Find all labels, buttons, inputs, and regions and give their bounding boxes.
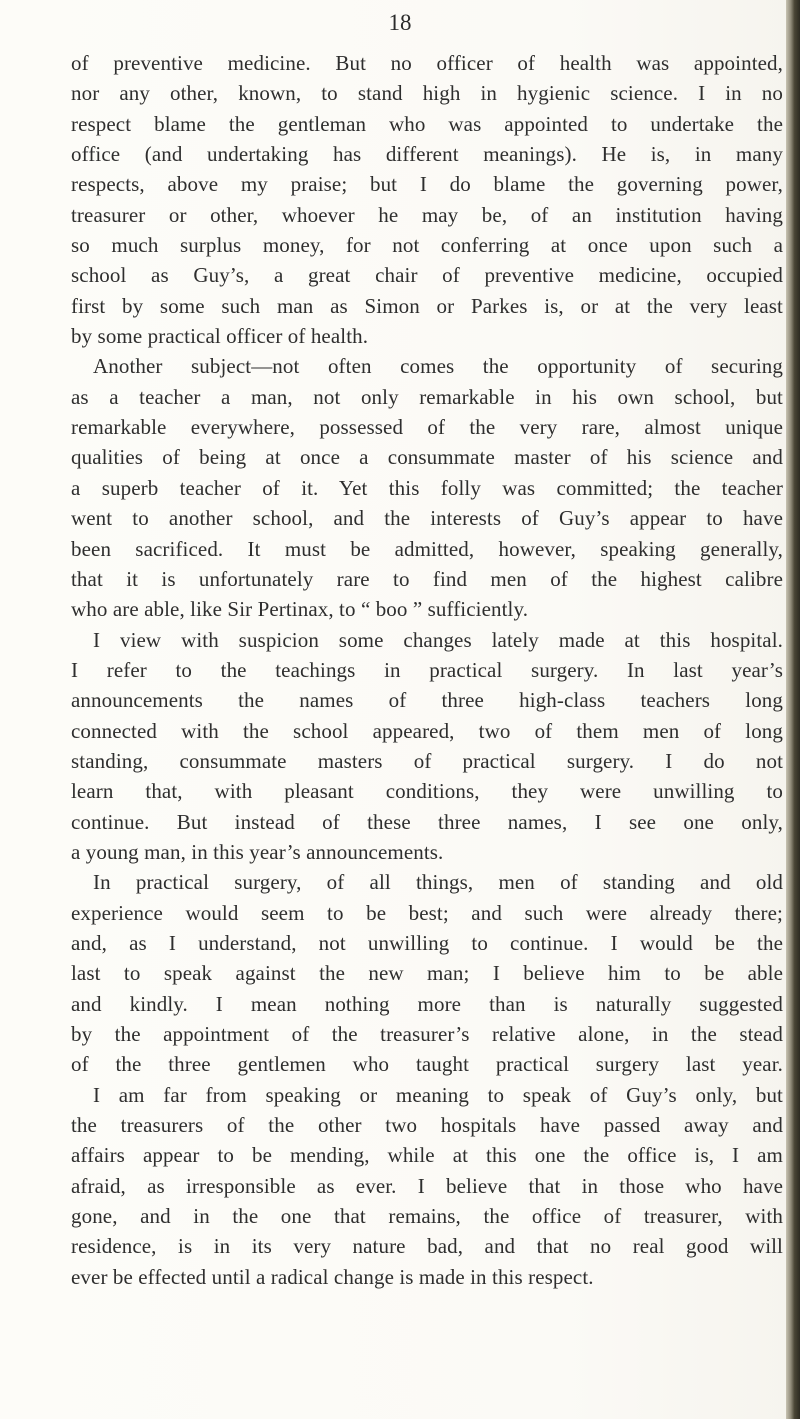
body-text: [71, 48, 783, 1292]
text-line: affairs appear to be mending, while at this one the office is, I am: [71, 1143, 783, 1168]
text-line: qualities of being at once a consummate master of his science and: [71, 445, 783, 470]
text-line: I view with suspicion some changes lately made at this hospital.: [93, 627, 783, 652]
text-line: Another subject—not often comes the opportunity of securing: [93, 354, 783, 379]
text-line: experience would seem to be best; and such were already there;: [71, 900, 783, 925]
text-line: nor any other, known, to stand high in hygienic science. I in no: [71, 81, 783, 106]
text-line: of preventive medicine. But no officer of health was appointed,: [71, 51, 783, 75]
text-line: office (and undertaking has different meanings). He is, in many: [71, 142, 783, 167]
text-line: gone, and in the one that remains, the office of treasurer, with: [71, 1204, 783, 1229]
text-line: and, as I understand, not unwilling to continue. I would be the: [71, 930, 783, 955]
text-line: ever be effected until a radical change is made in this respect.: [71, 1264, 594, 1289]
text-line: remarkable everywhere, possessed of the very rare, almost unique: [71, 415, 783, 440]
text-line: the treasurers of the other two hospitals have passed away and: [71, 1113, 783, 1138]
text-line: respects, above my praise; but I do blame the governing power,: [71, 172, 783, 197]
text-line: treasurer or other, whoever he may be, of an institution having: [71, 202, 783, 227]
text-line: afraid, as irresponsible as ever. I believe that in those who have: [71, 1173, 783, 1198]
text-line: I refer to the teachings in practical surgery. In last year’s: [71, 657, 783, 682]
text-line: first by some such man as Simon or Parkes is, or at the very least: [71, 293, 783, 318]
text-line: so much surplus money, for not conferring at once upon such a: [71, 233, 783, 258]
text-line: that it is unfortunately rare to find men of the highest calibre: [71, 566, 783, 591]
text-line: and kindly. I mean nothing more than is naturally suggested: [71, 991, 783, 1016]
text-line: residence, is in its very nature bad, and that no real good will: [71, 1234, 783, 1259]
text-line: a young man, in this year’s announcements.: [71, 839, 444, 864]
text-line: announcements the names of three high-class teachers long: [71, 688, 783, 713]
text-line: by some practical officer of health.: [71, 324, 369, 349]
text-line: a superb teacher of it. Yet this folly was committed; the teacher: [71, 475, 783, 500]
text-line: by the appointment of the treasurer’s relative alone, in the stead: [71, 1022, 783, 1046]
text-line: went to another school, and the interests of Guy’s appear to have: [71, 506, 783, 531]
text-line: who are able, like Sir Pertinax, to “ boo ” sufficiently.: [71, 597, 529, 622]
text-line: continue. But instead of these three names, I see one only,: [71, 809, 783, 834]
text-line: as a teacher a man, not only remarkable in his own school, but: [71, 384, 783, 409]
text-line: I am far from speaking or meaning to speak of Guy’s only, but: [93, 1082, 783, 1107]
page-edge: [786, 0, 800, 1419]
text-line: respect blame the gentleman who was appointed to undertake the: [71, 111, 783, 136]
text-line: been sacrificed. It must be admitted, however, speaking generally,: [71, 536, 783, 561]
text-line: last to speak against the new man; I believe him to be able: [71, 961, 783, 986]
text-line: In practical surgery, of all things, men of standing and old: [93, 870, 783, 895]
text-line: learn that, with pleasant conditions, they were unwilling to: [71, 779, 783, 804]
text-line: standing, consummate masters of practical surgery. I do not: [71, 748, 783, 773]
page-number: 18: [388, 10, 412, 35]
text-line: school as Guy’s, a great chair of preventive medicine, occupied: [71, 263, 783, 288]
text-line: connected with the school appeared, two of them men of long: [71, 718, 783, 743]
text-line: of the three gentlemen who taught practical surgery last year.: [71, 1052, 783, 1077]
